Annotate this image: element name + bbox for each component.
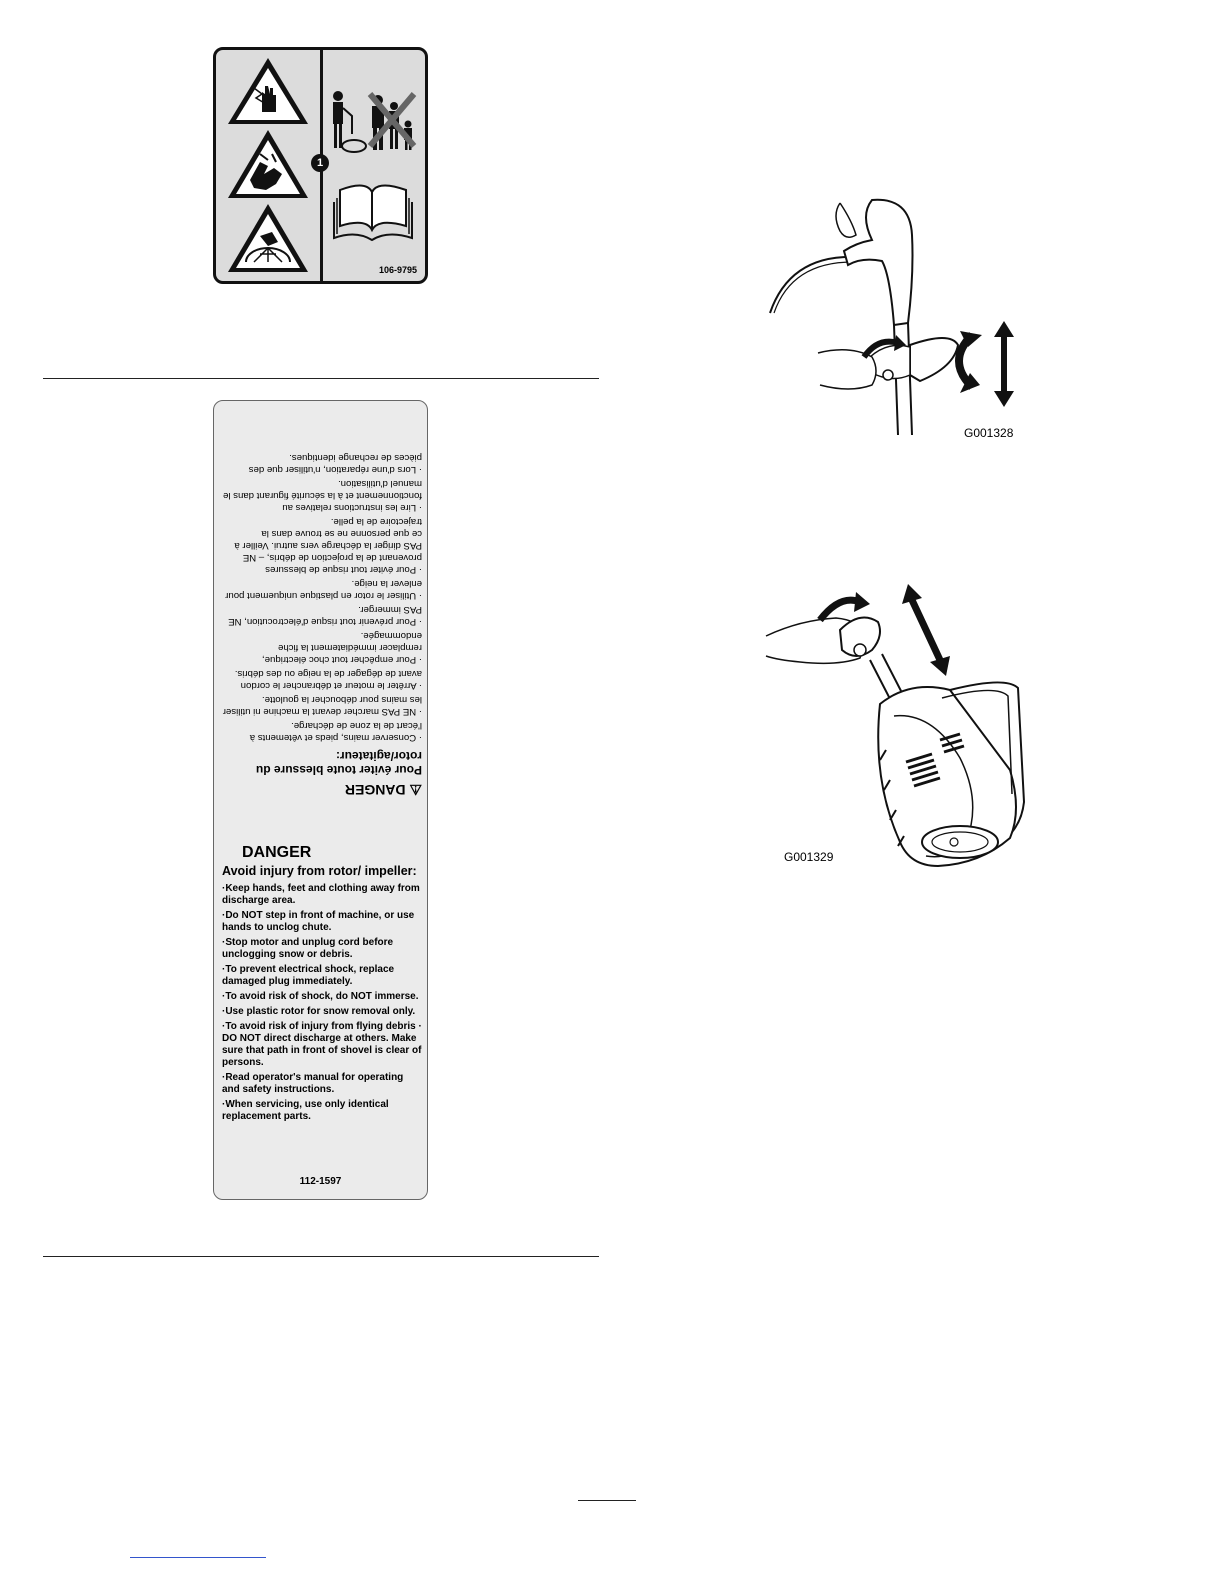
decal-part-number: 106-9795 <box>378 265 417 275</box>
hand-cutting-hazard-icon <box>228 130 308 198</box>
figure-label: G001328 <box>964 426 1014 440</box>
list-item: · NE PAS marcher devant la machine ni utiliser les mains pour déboucher la goulotte. <box>222 694 422 717</box>
list-item: ·Keep hands, feet and clothing away from discharge area. <box>222 883 420 906</box>
french-danger-heading: ⚠ DANGER <box>344 782 422 798</box>
list-item: · Utiliser le rotor en plastique uniquement pour enlever la neige. <box>225 578 422 601</box>
figure-label: G001329 <box>784 850 834 864</box>
warning-triangle-icon: ⚠ <box>409 782 422 798</box>
list-item: · Pour empêcher tout choc électrique, remplacer immédiatement la fiche endommagée. <box>262 630 422 665</box>
list-item: · Pour éviter tout risque de blessures provenant de la projection de débris, – NE PAS diriger la décharge vers autrui. Veiller à ce que personne ne se trouve dans la trajectoire de la pelle. <box>234 516 422 575</box>
handle-adjustment-figure <box>760 195 1040 440</box>
list-item: ·Read operator's manual for operating and safety instructions. <box>222 1072 404 1095</box>
french-warning-text <box>222 449 422 798</box>
list-item: ·To prevent electrical shock, replace damaged plug immediately. <box>222 964 395 987</box>
impeller-entanglement-hazard-icon <box>228 204 308 272</box>
callout-number: 1 <box>311 154 329 172</box>
list-item: ·Use plastic rotor for snow removal only. <box>222 1006 416 1017</box>
french-instructions-list <box>222 451 422 743</box>
list-item: ·To avoid risk of injury from flying debris · DO NOT direct discharge at others. Make sure that path in front of shovel is clear of persons. <box>222 1021 422 1068</box>
english-warning-text <box>222 844 422 1126</box>
height-adjustment-figure <box>760 580 1030 875</box>
list-item: ·Stop motor and unplug cord before unclogging snow or debris. <box>222 937 394 960</box>
page-number-rule <box>578 1500 636 1501</box>
safety-decal-106-9795 <box>213 47 428 284</box>
list-item: · Pour prévenir tout risque d'électrocution, NE PAS immerger. <box>228 604 422 627</box>
english-instructions-list <box>222 883 422 1123</box>
list-item: ·Do NOT step in front of machine, or use hands to unclog chute. <box>222 910 415 933</box>
list-item: · Lors d'une réparation, n'utiliser que des pièces de rechange identiques. <box>248 452 422 475</box>
safety-decal-112-1597 <box>213 400 428 1200</box>
english-subheading: Avoid injury from rotor/ impeller: <box>222 864 417 878</box>
english-danger-heading: DANGER <box>242 844 312 861</box>
french-subheading: Pour éviter toute blessure du rotor/agitateur: <box>255 749 422 777</box>
list-item: ·When servicing, use only identical replacement parts. <box>222 1099 389 1122</box>
decal-part-number: 112-1597 <box>299 1176 342 1187</box>
keep-bystanders-away-icon <box>333 91 414 152</box>
list-item: ·To avoid risk of shock, do NOT immerse. <box>222 991 419 1002</box>
electrical-shock-hazard-icon <box>228 58 308 124</box>
read-manual-icon <box>334 185 412 240</box>
list-item: · Lire les instructions relatives au fonctionnement et à la sécurité figurant dans le manuel d'utilisation. <box>223 478 422 513</box>
list-item: · Arrêter le moteur et débrancher le cordon avant de dégager de la neige ou des débris. <box>234 668 422 691</box>
list-item: · Conserver mains, pieds et vêtements à l'écart de la zone de décharge. <box>249 720 422 743</box>
section-divider <box>43 378 599 379</box>
footer-link-underline[interactable] <box>130 1557 266 1558</box>
section-divider <box>43 1256 599 1257</box>
